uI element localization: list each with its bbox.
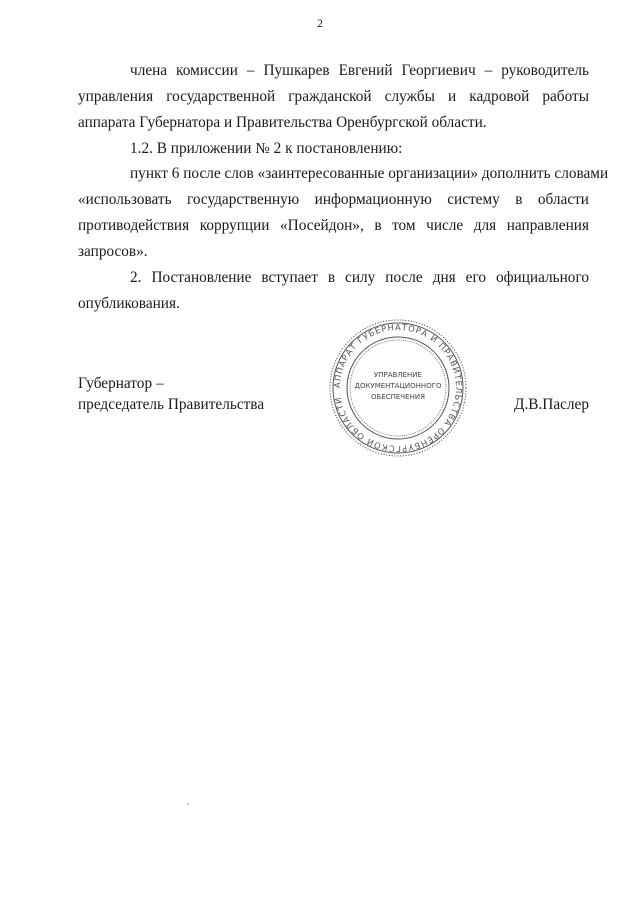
text-line: запросов». bbox=[78, 243, 148, 260]
paragraph-point-6 bbox=[78, 161, 609, 265]
text-line: аппарата Губернатора и Правительства Оренбургской области. bbox=[78, 114, 487, 131]
paragraph-effective-date bbox=[78, 265, 589, 317]
page-number: 2 bbox=[317, 16, 323, 30]
scan-speck bbox=[187, 803, 189, 805]
paragraph-item-1-2 bbox=[78, 136, 589, 162]
text-line: 1.2. В приложении № 2 к постановлению: bbox=[130, 140, 403, 157]
signatory-title-line: председатель Правительства bbox=[78, 396, 265, 413]
signatory-title-line: Губернатор – bbox=[78, 375, 164, 392]
stamp-center-line: ОБЕСПЕЧЕНИЯ bbox=[371, 393, 425, 401]
text-line: противодействия коррупции «Посейдон», в том числе для направления bbox=[78, 217, 589, 234]
signatory-title bbox=[78, 373, 264, 415]
stamp-center-line: УПРАВЛЕНИЕ bbox=[374, 371, 422, 379]
paragraph-commission-member bbox=[78, 58, 589, 136]
text-line: «использовать государственную информационную систему в области bbox=[78, 191, 589, 208]
text-line: опубликования. bbox=[78, 295, 180, 312]
text-line: управления государственной гражданской службы и кадровой работы bbox=[78, 88, 589, 105]
stamp-center-line: ДОКУМЕНТАЦИОННОГО bbox=[354, 382, 442, 390]
signatory-name: Д.В.Паслер bbox=[514, 396, 589, 413]
text-line: члена комиссии – Пушкарев Евгений Георгиевич – руководитель bbox=[130, 62, 589, 79]
stamp-ring-text: АППАРАТ ГУБЕРНАТОРА И ПРАВИТЕЛЬСТВА ОРЕНБУРГСКОЙ ОБЛАСТИ bbox=[331, 321, 465, 455]
text-line: 2. Постановление вступает в силу после дня его официального bbox=[130, 269, 589, 286]
text-line: пункт 6 после слов «заинтересованные организации» дополнить словами bbox=[130, 165, 609, 182]
official-stamp bbox=[328, 318, 468, 458]
